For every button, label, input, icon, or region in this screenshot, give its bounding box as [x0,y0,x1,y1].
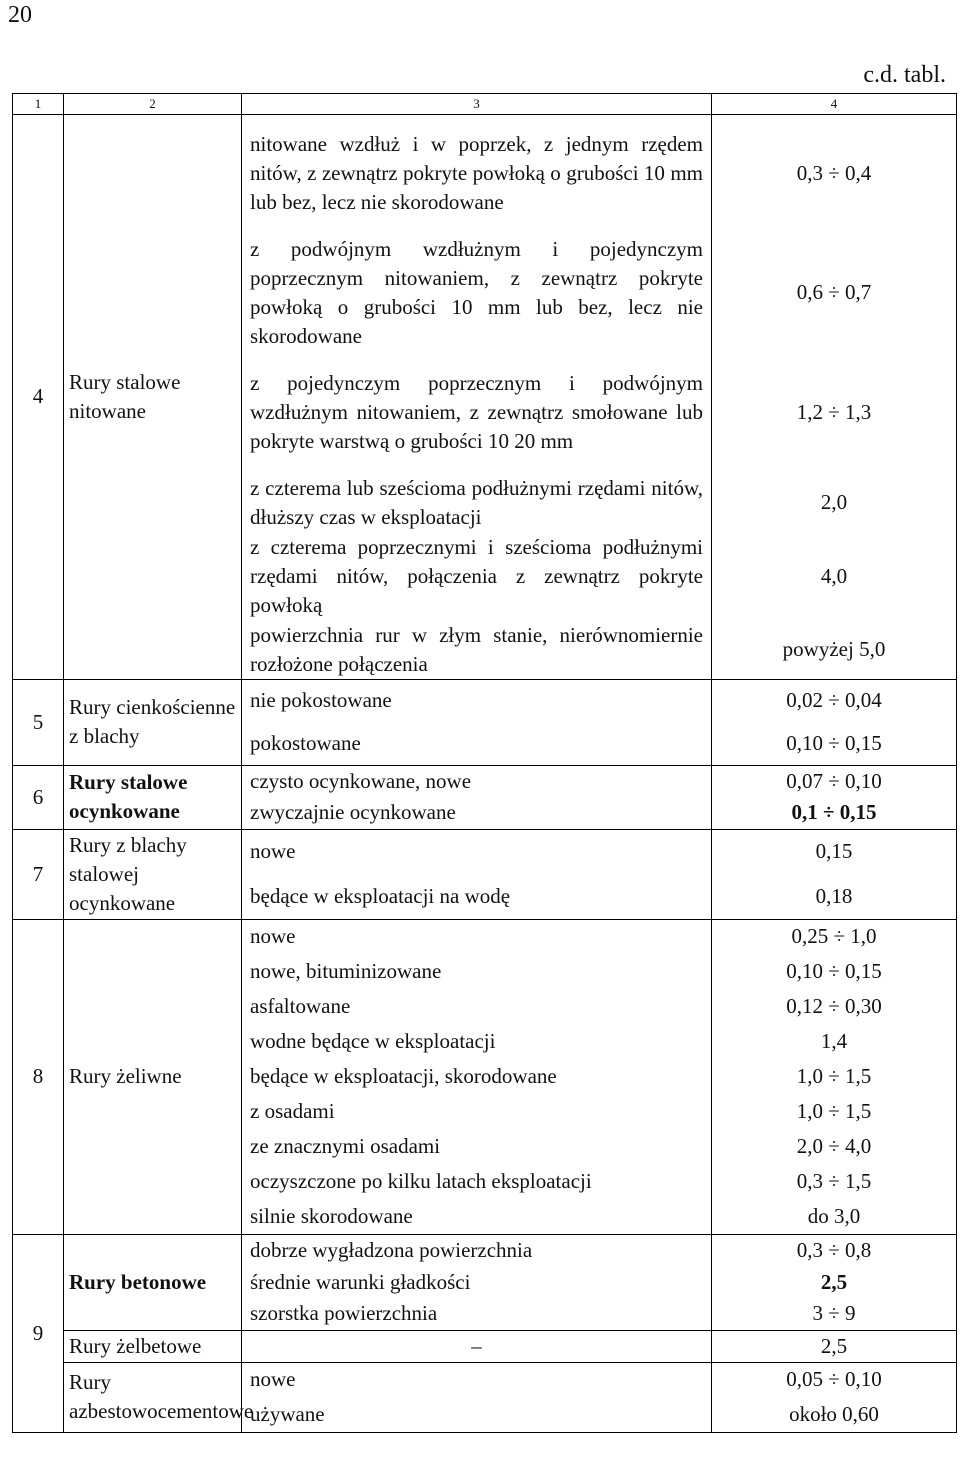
row-value: 4,0 [712,533,957,621]
header-row [13,94,957,115]
row-description: nitowane wzdłuż i w poprzek, z jednym rzędem nitów, z zewnątrz pokryte powłoką o grubości 10 mm lub bez, lecz nie skorodowane [242,115,712,233]
pipe-type-name: Rury z blachy stalowej ocynkowane [64,829,242,919]
row-value: 0,07 ÷ 0,10 [712,765,957,797]
row-description: asfaltowane [242,989,712,1024]
table-row [13,115,957,233]
group-number: 4 [13,115,64,680]
pipe-type-name: Rury azbestowocementowe [64,1362,242,1432]
group-number: 5 [13,679,64,765]
row-value: 0,15 [712,829,957,874]
row-value: 0,6 ÷ 0,7 [712,233,957,353]
table-row [13,765,957,797]
pipe-type-name: Rury stalowe nitowane [64,115,242,680]
row-value: 0,10 ÷ 0,15 [712,954,957,989]
table-continuation-label: c.d. tabl. [863,62,946,88]
row-description: nowe [242,1362,712,1397]
roughness-table [12,93,957,1433]
pipe-type-name: Rury żelbetowe [64,1330,242,1362]
table-row [13,1234,957,1266]
row-description: nie pokostowane [242,679,712,722]
table-row [13,829,957,874]
row-description: będące w eksploatacji, skorodowane [242,1059,712,1094]
row-description: szorstka powierzchnia [242,1298,712,1330]
row-value: 0,1 ÷ 0,15 [712,797,957,829]
row-value: 0,02 ÷ 0,04 [712,679,957,722]
table-row [13,1362,957,1397]
row-description: z podwójnym wzdłużnym i pojedynczym poprzecznym nitowaniem, z zewnątrz pokryte powłoką o grubości 10 mm lub bez, lecz nie skorodowane [242,233,712,353]
row-value: 0,05 ÷ 0,10 [712,1362,957,1397]
row-value: 3 ÷ 9 [712,1298,957,1330]
row-description: silnie skorodowane [242,1199,712,1234]
row-value: 0,3 ÷ 0,8 [712,1234,957,1266]
pipe-type-name: Rury żeliwne [64,919,242,1234]
row-description: powierzchnia rur w złym stanie, nierównomiernie rozłożone połączenia [242,621,712,680]
row-value: powyżej 5,0 [712,621,957,680]
group-number: 6 [13,765,64,829]
row-value: 2,5 [712,1266,957,1298]
row-value: 2,0 ÷ 4,0 [712,1129,957,1164]
row-description: oczyszczone po kilku latach eksploatacji [242,1164,712,1199]
group-number: 8 [13,919,64,1234]
row-value: 1,4 [712,1024,957,1059]
row-description: nowe, bituminizowane [242,954,712,989]
row-value: 0,3 ÷ 0,4 [712,115,957,233]
row-description: nowe [242,919,712,954]
row-description: pokostowane [242,722,712,765]
row-description: z czterema lub sześcioma podłużnymi rzędami nitów, dłuższy czas w eksploatacji [242,473,712,533]
row-value: 0,18 [712,874,957,919]
row-value: 0,10 ÷ 0,15 [712,722,957,765]
row-description: nowe [242,829,712,874]
row-description: będące w eksploatacji na wodę [242,874,712,919]
row-description: – [242,1330,712,1362]
row-description: z pojedynczym poprzecznym i podwójnym wzdłużnym nitowaniem, z zewnątrz smołowane lub pokryte warstwą o grubości 10 20 mm [242,353,712,473]
header-col-4: 4 [712,94,957,115]
row-value: 0,3 ÷ 1,5 [712,1164,957,1199]
row-value: do 3,0 [712,1199,957,1234]
row-description: zwyczajnie ocynkowane [242,797,712,829]
pipe-type-name: Rury cienkościenne z blachy [64,679,242,765]
row-description: wodne będące w eksploatacji [242,1024,712,1059]
row-description: średnie warunki gładkości [242,1266,712,1298]
table-body [13,115,957,1433]
row-value: 2,0 [712,473,957,533]
row-value: 1,0 ÷ 1,5 [712,1059,957,1094]
row-description: z osadami [242,1094,712,1129]
pipe-type-name: Rury stalowe ocynkowane [64,765,242,829]
header-col-1: 1 [13,94,64,115]
row-description: z czterema poprzecznymi i sześcioma podłużnymi rzędami nitów, połączenia z zewnątrz pokryte powłoką [242,533,712,621]
table-row [13,1330,957,1362]
row-value: około 0,60 [712,1397,957,1432]
page-number: 20 [8,2,32,28]
table-row [13,679,957,722]
table-row [13,919,957,954]
pipe-type-name: Rury betonowe [64,1234,242,1330]
row-value: 1,2 ÷ 1,3 [712,353,957,473]
row-description: dobrze wygładzona powierzchnia [242,1234,712,1266]
header-col-2: 2 [64,94,242,115]
row-value: 1,0 ÷ 1,5 [712,1094,957,1129]
row-value: 0,12 ÷ 0,30 [712,989,957,1024]
row-value: 0,25 ÷ 1,0 [712,919,957,954]
row-description: używane [242,1397,712,1432]
row-description: czysto ocynkowane, nowe [242,765,712,797]
group-number: 7 [13,829,64,919]
row-value: 2,5 [712,1330,957,1362]
row-description: ze znacznymi osadami [242,1129,712,1164]
group-number: 9 [13,1234,64,1432]
header-col-3: 3 [242,94,712,115]
